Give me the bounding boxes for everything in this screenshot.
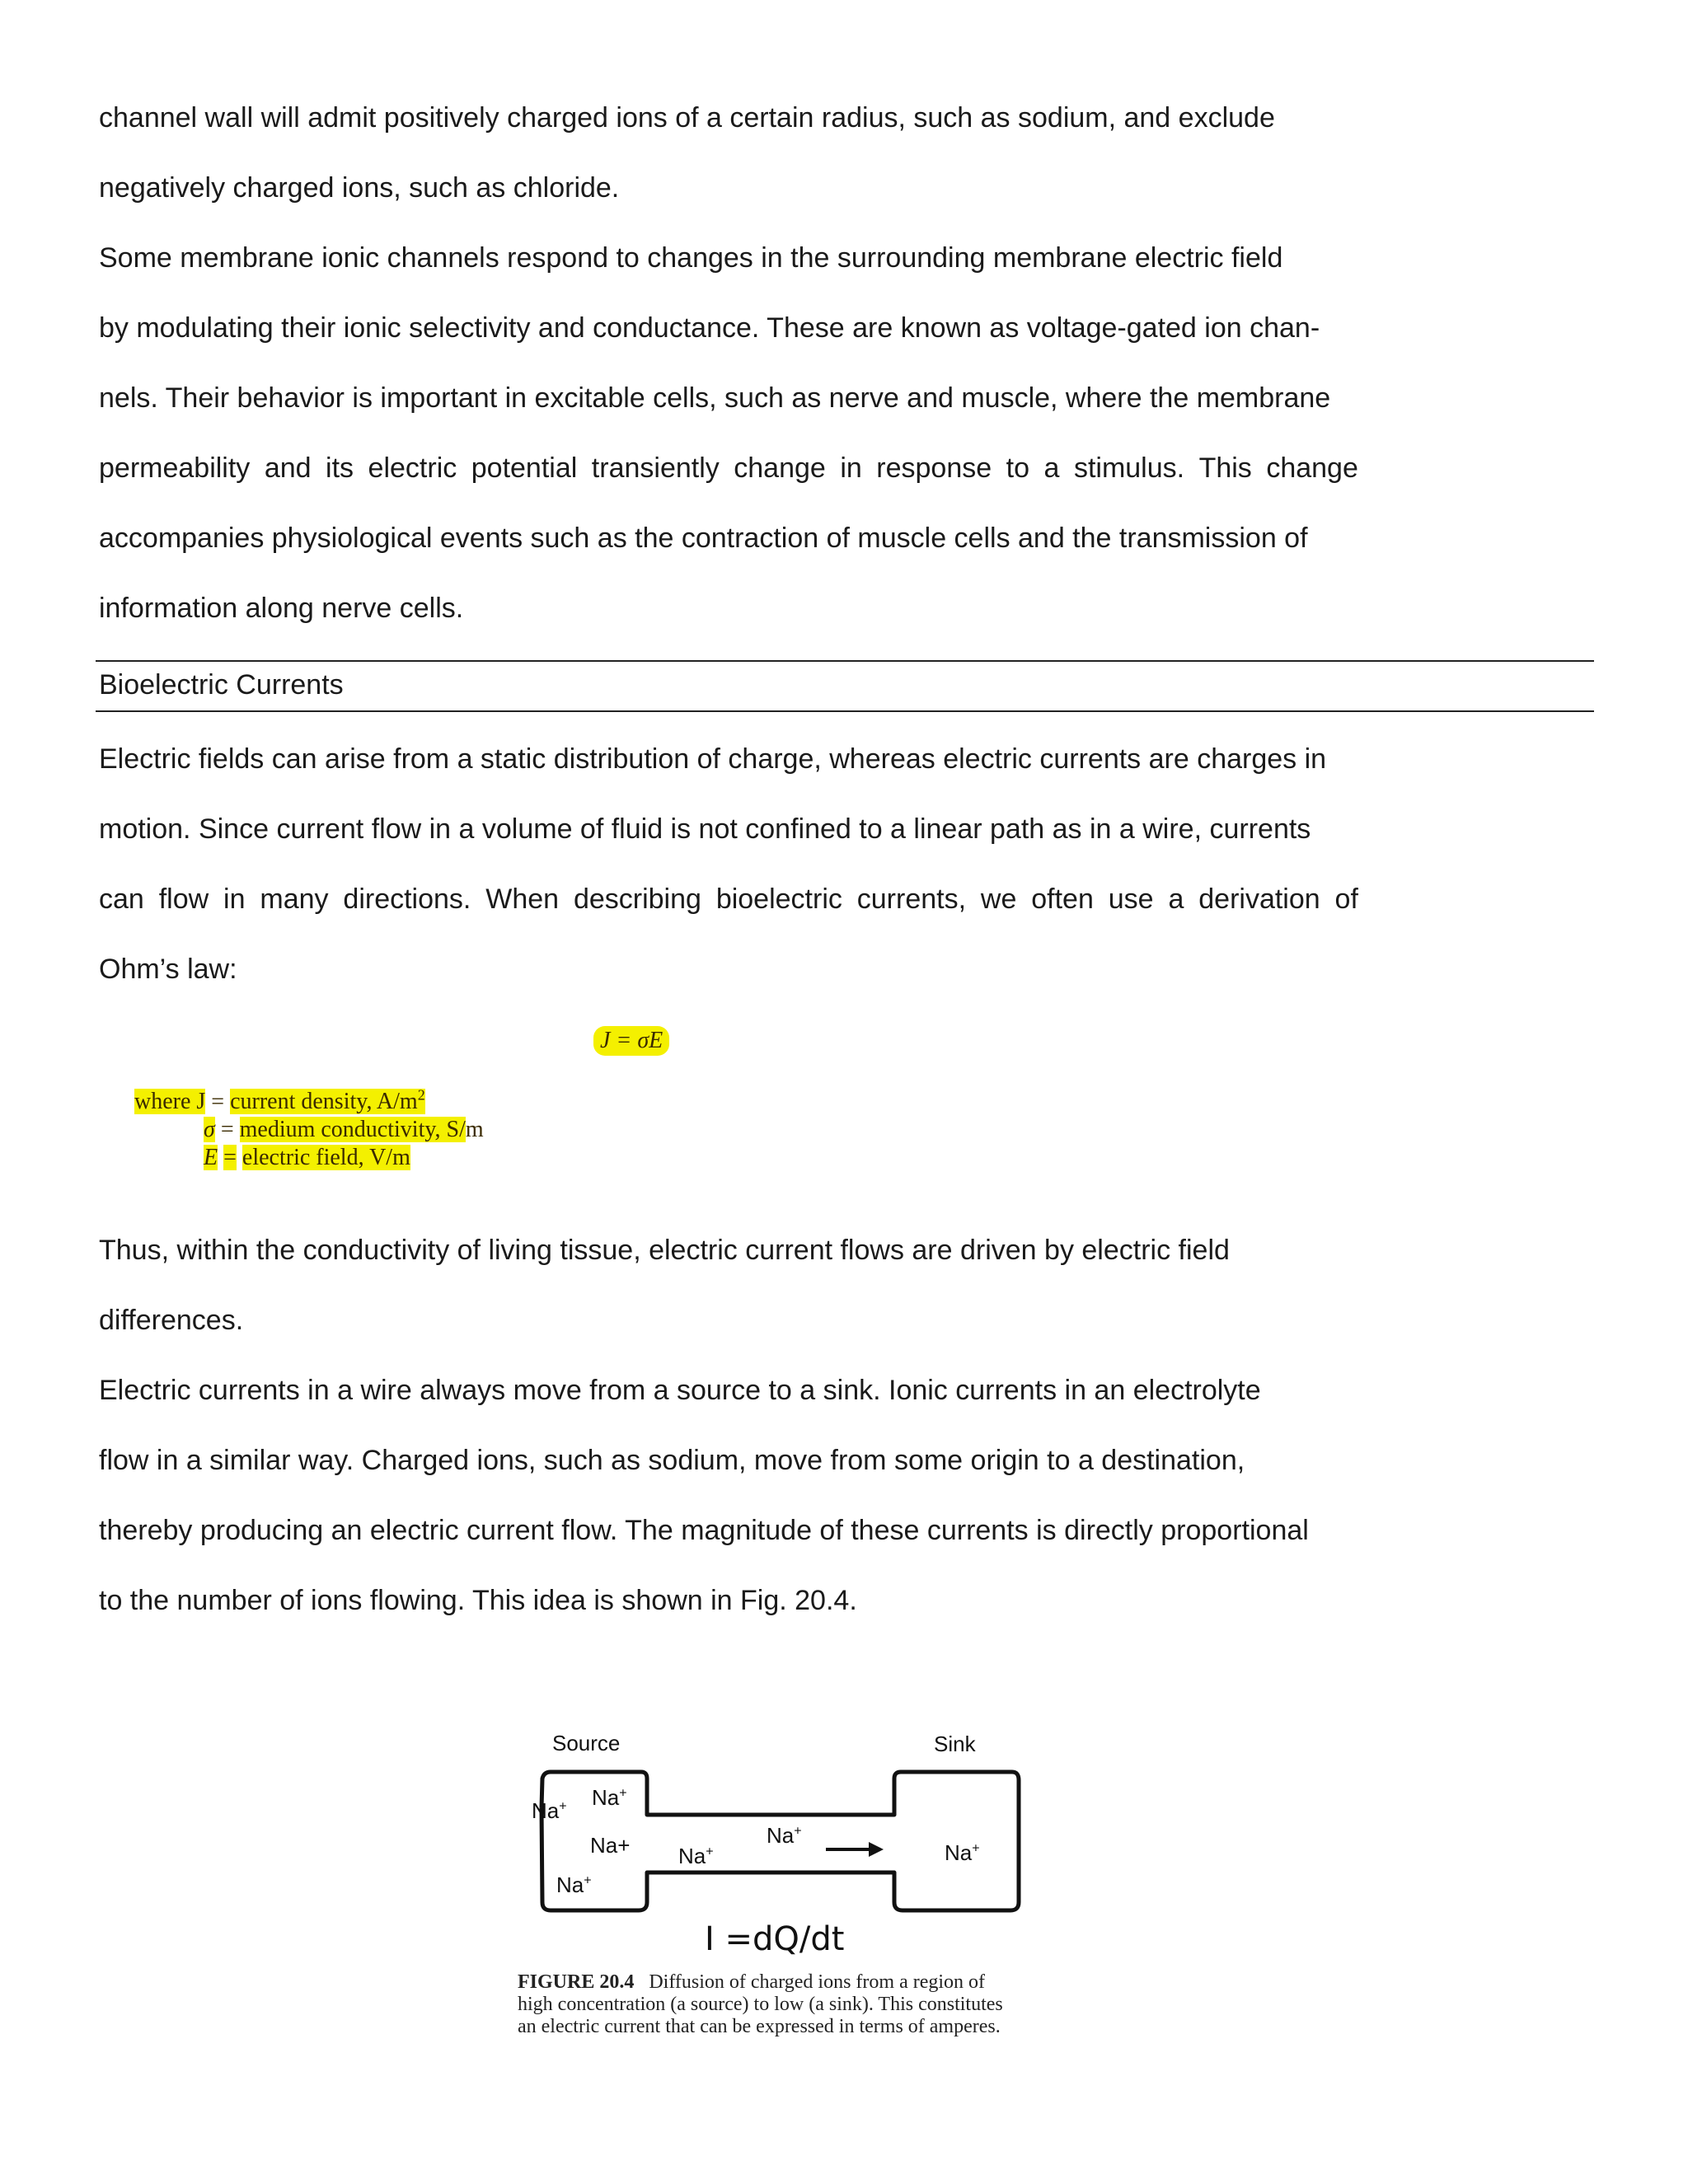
word: flow — [158, 883, 209, 915]
word: This — [1198, 452, 1252, 484]
word: in — [223, 883, 246, 915]
equals-sign: = — [223, 1145, 237, 1171]
word: When — [485, 883, 560, 915]
arrow-head — [869, 1842, 884, 1857]
definition-tail: m — [465, 1117, 484, 1143]
symbol-e: E — [204, 1145, 218, 1171]
ion-label: Na+ — [590, 1833, 631, 1858]
definition-text — [230, 1089, 425, 1114]
text-line: to the number of ions flowing. This idea is shown in Fig. 20.4. — [99, 1585, 857, 1616]
word: of — [1334, 883, 1358, 915]
definition-conductivity — [134, 1116, 484, 1144]
section-rule-top — [96, 660, 1594, 662]
text-line: channel wall will admit positively charged ions of a certain radius, such as sodium, and exclude — [99, 102, 1275, 134]
text-line: differences. — [99, 1305, 244, 1336]
ion-label: Na+ — [556, 1872, 592, 1897]
word: stimulus. — [1073, 452, 1185, 484]
text-line: Electric fields can arise from a static distribution of charge, whereas electric currents are charges in — [99, 743, 1327, 775]
equals-sign: = — [211, 1089, 225, 1115]
text-line: by modulating their ionic selectivity and conductance. These are known as voltage-gated ion chan- — [99, 312, 1320, 344]
ion-label: Na+ — [592, 1785, 627, 1810]
word: we — [980, 883, 1017, 915]
word: derivation — [1198, 883, 1320, 915]
text-line: Ohm’s law: — [99, 954, 237, 985]
word: response — [876, 452, 992, 484]
definition-label: current density, A/m — [230, 1089, 418, 1115]
superscript: 2 — [417, 1087, 425, 1104]
word: many — [260, 883, 329, 915]
section-rule-bottom — [96, 710, 1594, 712]
ohms-law-equation: J = σE — [593, 1026, 669, 1056]
word: can — [99, 883, 144, 915]
word: to — [1006, 452, 1030, 484]
text-line: Thus, within the conductivity of living tissue, electric current flows are driven by electric field — [99, 1235, 1230, 1266]
text-line-justified — [99, 451, 1358, 485]
current-formula: I =dQ/dt — [705, 1920, 845, 1958]
word: change — [734, 452, 826, 484]
text-line: information along nerve cells. — [99, 593, 464, 624]
text-line: thereby producing an electric current flow. The magnitude of these currents is directly proportional — [99, 1515, 1309, 1546]
source-label: Source — [552, 1731, 621, 1755]
where-definitions — [134, 1081, 484, 1172]
word: permeability — [99, 452, 251, 484]
definition-current-density — [134, 1081, 484, 1116]
word: change — [1266, 452, 1358, 484]
definition-electric-field — [134, 1144, 484, 1172]
equals-sign: = — [220, 1117, 234, 1143]
word: currents, — [856, 883, 967, 915]
text-line: accompanies physiological events such as the contraction of muscle cells and the transmission of — [99, 523, 1308, 554]
caption-text: Diffusion of charged ions from a region of high concentration (a source) to low (a sink). This constitutes an electric current that can be expressed in terms of amperes. — [518, 1971, 1003, 2037]
word: describing — [573, 883, 701, 915]
figure-caption — [518, 1971, 1025, 2038]
text-line: Electric currents in a wire always move from a source to a sink. Ionic currents in an electrolyte — [99, 1375, 1261, 1406]
symbol-sigma: σ — [204, 1117, 215, 1143]
text-line-justified — [99, 882, 1358, 916]
definition-label: medium conductivity, S/ — [239, 1117, 466, 1143]
section-heading: Bioelectric Currents — [99, 669, 344, 701]
word: its — [326, 452, 354, 484]
ion-label: Na+ — [678, 1844, 714, 1868]
word: use — [1108, 883, 1154, 915]
text-line: Some membrane ionic channels respond to changes in the surrounding membrane electric field — [99, 242, 1283, 274]
where-prefix: where J — [134, 1089, 206, 1115]
word: transiently — [591, 452, 720, 484]
text-line: nels. Their behavior is important in excitable cells, such as nerve and muscle, where the membrane — [99, 382, 1331, 414]
word: often — [1031, 883, 1094, 915]
word: in — [840, 452, 862, 484]
word: and — [264, 452, 312, 484]
text-line: negatively charged ions, such as chloride. — [99, 172, 620, 204]
text-line: flow in a similar way. Charged ions, such as sodium, move from some origin to a destination, — [99, 1445, 1245, 1476]
ion-label: Na+ — [532, 1798, 567, 1823]
word: bioelectric — [715, 883, 842, 915]
word: a — [1168, 883, 1184, 915]
ion-label: Na+ — [767, 1823, 802, 1848]
caption-label: FIGURE 20.4 — [518, 1971, 635, 1993]
word: a — [1043, 452, 1060, 484]
definition-label: electric field, V/m — [241, 1145, 410, 1171]
sink-label: Sink — [934, 1732, 976, 1756]
word: potential — [471, 452, 578, 484]
word: directions. — [343, 883, 471, 915]
word: electric — [368, 452, 457, 484]
text-line: motion. Since current flow in a volume of fluid is not confined to a linear path as in a wire, currents — [99, 813, 1311, 845]
ion-label: Na+ — [945, 1840, 980, 1865]
